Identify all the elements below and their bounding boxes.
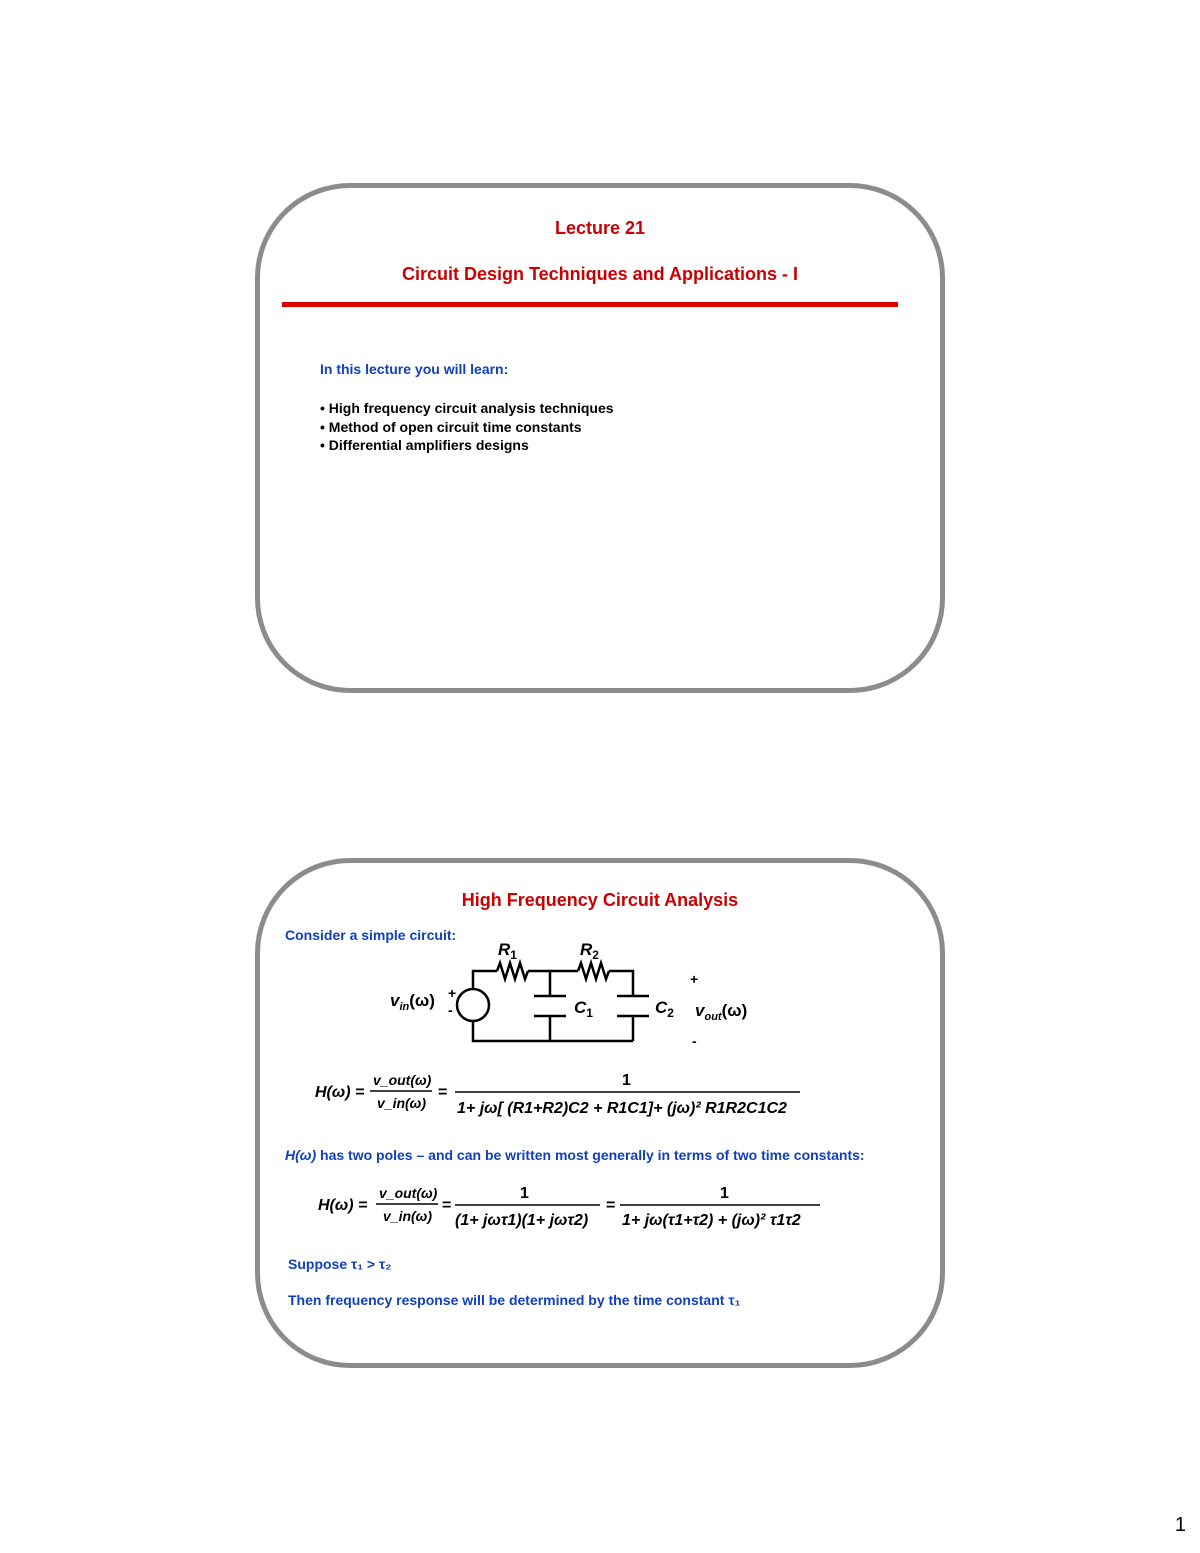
page-number: 1	[1174, 1514, 1186, 1536]
transfer-function-equation-2	[318, 1185, 820, 1229]
r2-label: $R_2$	[580, 940, 599, 962]
rc-circuit-diagram	[260, 863, 940, 1363]
slide-2	[255, 858, 945, 1368]
suppose-text: Suppose τ₁ > τ₂	[288, 1256, 392, 1272]
svg-text:v_in(ω): v_in(ω)	[377, 1095, 427, 1111]
title-divider	[282, 302, 898, 307]
r1-label: $R_1$	[498, 940, 517, 962]
svg-text:1+ jω[ (R1+R2)C2 + R1C1]+ (jω): 1+ jω[ (R1+R2)C2 + R1C1]+ (jω)² R1R2C1C2	[457, 1100, 787, 1117]
c2-label: $C_2$	[655, 998, 674, 1020]
poles-description: H(ω) has two poles – and can be written most generally in terms of two time constants:	[285, 1147, 865, 1163]
vin-label: $v_{in}(\omega)$	[390, 991, 435, 1013]
lecture-number: Lecture 21	[554, 218, 646, 238]
svg-text:1: 1	[622, 1072, 631, 1089]
svg-text:1+ jω(τ1+τ2) + (jω)² τ1τ2: 1+ jω(τ1+τ2) + (jω)² τ1τ2	[622, 1212, 801, 1229]
svg-text:=: =	[442, 1197, 452, 1214]
svg-text:=: =	[438, 1084, 448, 1101]
resistor-r2-icon	[578, 963, 609, 979]
svg-text:1: 1	[520, 1185, 529, 1202]
voltage-source-icon	[457, 989, 489, 1021]
svg-text:v_out(ω): v_out(ω)	[373, 1072, 432, 1088]
resistor-r1-icon	[497, 963, 528, 979]
slide-1	[255, 183, 945, 693]
list-item: • High frequency circuit analysis techniques	[320, 399, 614, 418]
slide-title: High Frequency Circuit Analysis	[461, 890, 739, 910]
list-item: • Method of open circuit time constants	[320, 418, 614, 437]
svg-text:v_in(ω): v_in(ω)	[383, 1208, 433, 1224]
svg-text:1: 1	[720, 1185, 729, 1202]
vin-minus: -	[448, 1002, 453, 1018]
intro-text: Consider a simple circuit:	[285, 927, 457, 943]
vout-minus: -	[692, 1033, 697, 1049]
svg-text:H(ω) =: H(ω) =	[318, 1197, 368, 1214]
svg-text:H(ω) =: H(ω) =	[315, 1084, 365, 1101]
learning-objectives-list	[320, 399, 614, 455]
svg-text:=: =	[606, 1197, 616, 1214]
svg-text:v_out(ω): v_out(ω)	[379, 1185, 438, 1201]
intro-text: In this lecture you will learn:	[320, 361, 509, 377]
vin-plus: +	[448, 985, 457, 1001]
svg-text:(1+ jωτ1)(1+ jωτ2): (1+ jωτ1)(1+ jωτ2)	[455, 1212, 589, 1229]
c1-label: $C_1$	[574, 998, 593, 1020]
lecture-title: Circuit Design Techniques and Applications - I	[401, 264, 799, 284]
list-item: • Differential amplifiers designs	[320, 436, 614, 455]
vout-label: $v_{out}(\omega)$	[695, 1001, 748, 1023]
vout-plus: +	[690, 971, 699, 987]
conclusion-text: Then frequency response will be determined by the time constant τ₁	[288, 1292, 741, 1308]
transfer-function-equation-1	[315, 1072, 800, 1117]
